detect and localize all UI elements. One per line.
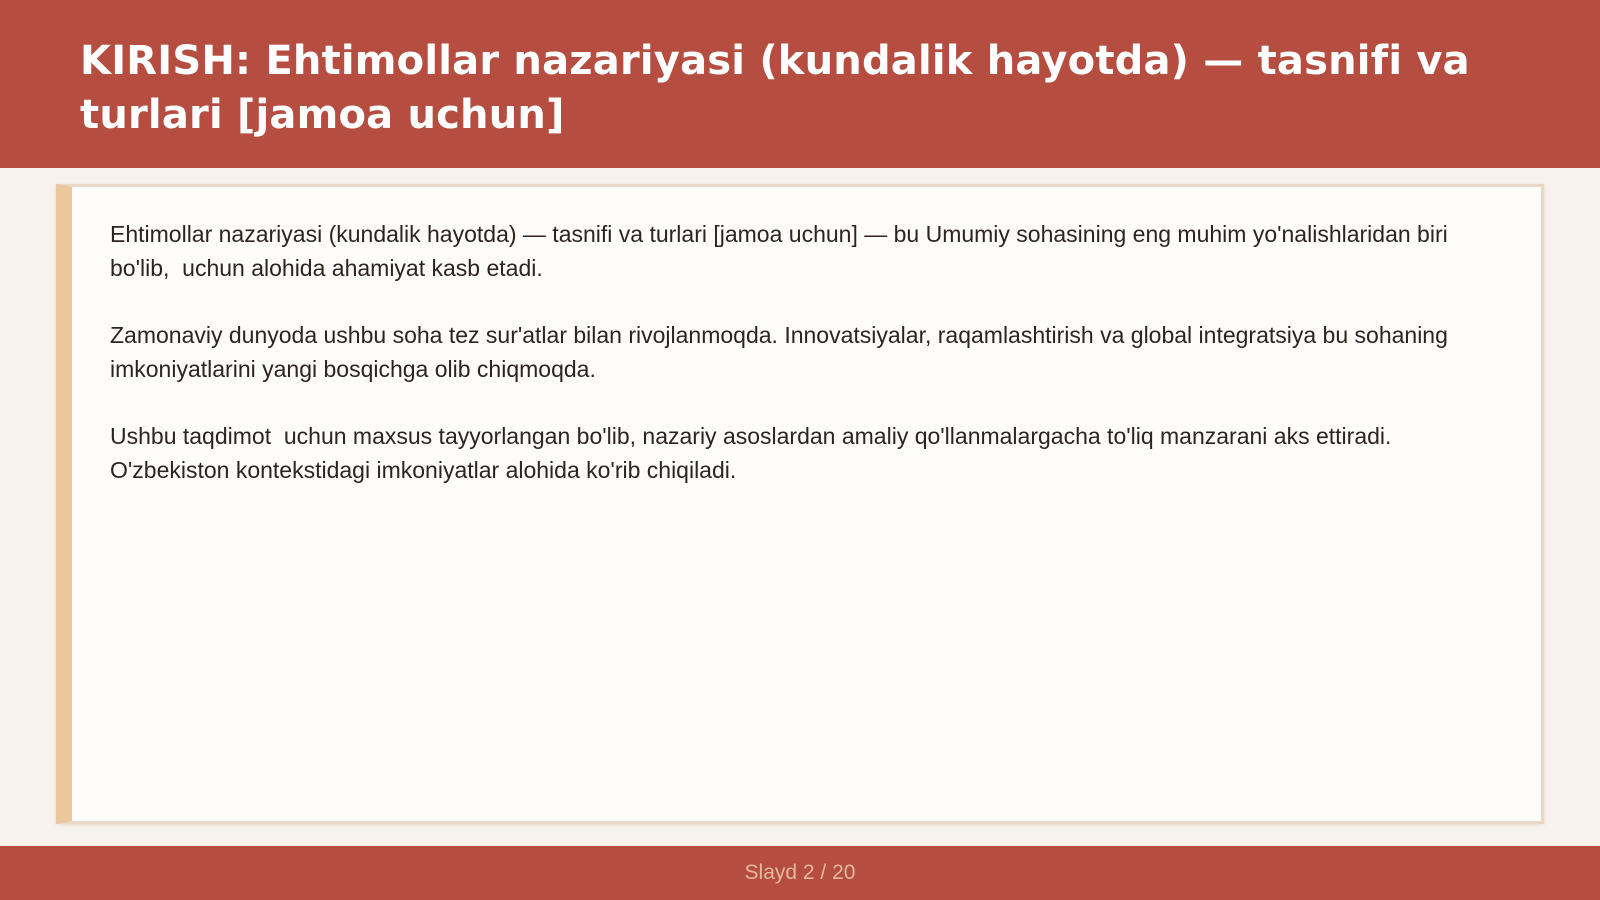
slide-header — [0, 0, 1600, 168]
slide-number: Slayd 2 / 20 — [744, 861, 856, 884]
intro-paragraph-3: Ushbu taqdimot uchun maxsus tayyorlangan bo'lib, nazariy asoslardan amaliy qo'llanmalargacha to'liq manzarani aks ettiradi. O'zbekiston kontekstidagi imkoniyatlar alohida ko'rib chiqiladi. — [110, 423, 1398, 483]
slide-footer — [0, 846, 1600, 900]
intro-paragraph-1: Ehtimollar nazariyasi (kundalik hayotda) — tasnifi va turlari [jamoa uchun] — bu Umumiy sohasining eng muhim yo'nalishlaridan biri bo'lib, uchun alohida ahamiyat kasb etadi. — [110, 221, 1455, 281]
content-card — [56, 184, 1544, 824]
intro-paragraph-2: Zamonaviy dunyoda ushbu soha tez sur'atlar bilan rivojlanmoqda. Innovatsiyalar, raqamlashtirish va global integratsiya bu sohaning imkoniyatlarini yangi bosqichga olib chiqmoqda. — [110, 322, 1455, 382]
slide-title: KIRISH: Ehtimollar nazariyasi (kundalik hayotda) — tasnifi va turlari [jamoa uchun] — [80, 38, 1470, 138]
